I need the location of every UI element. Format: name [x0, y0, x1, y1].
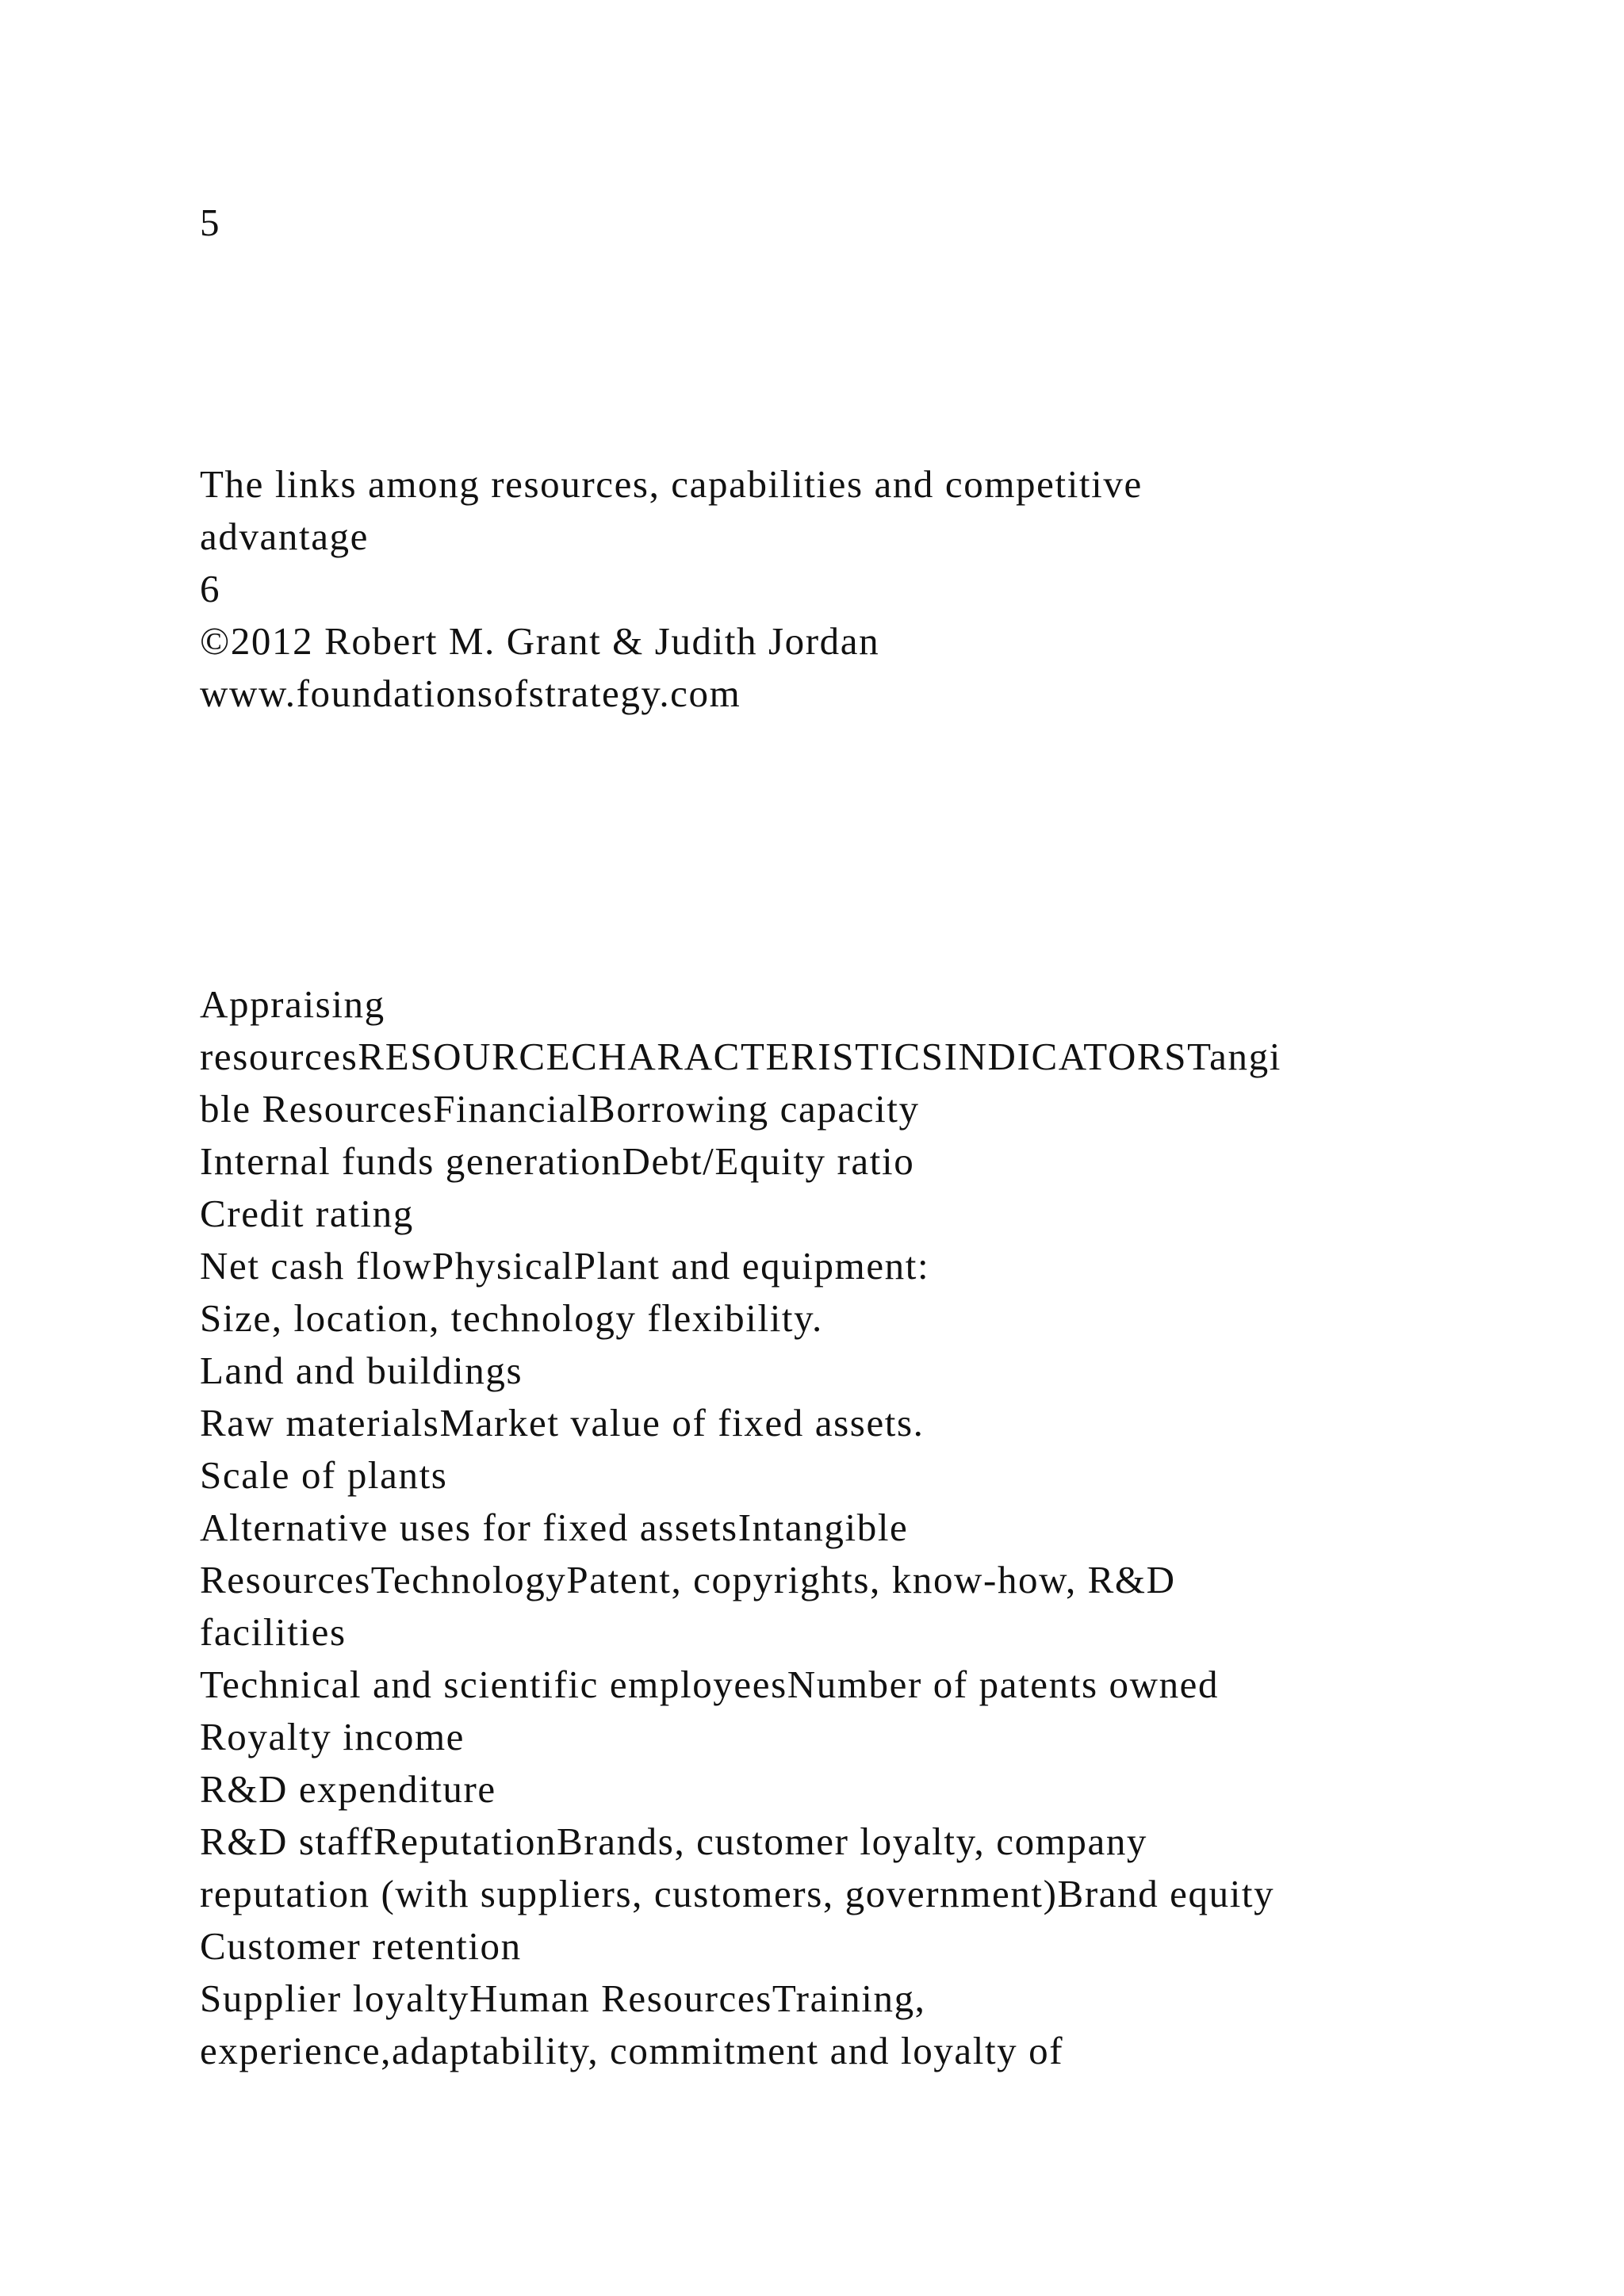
body-line: reputation (with suppliers, customers, government)Brand equity [200, 1872, 1275, 1915]
body-line: Size, location, technology flexibility. [200, 1296, 823, 1340]
body-line: Appraising [200, 982, 385, 1026]
slide-title-line-1: The links among resources, capabilities and competitive [200, 462, 1143, 506]
body-line: Technical and scientific employeesNumber of patents owned [200, 1663, 1220, 1706]
body-line: Internal funds generationDebt/Equity ratio [200, 1139, 915, 1183]
body-line: R&D expenditure [200, 1767, 496, 1811]
body-line: Raw materialsMarket value of fixed assets. [200, 1401, 925, 1445]
body-line: resourcesRESOURCECHARACTERISTICSINDICATORSTangi [200, 1035, 1281, 1078]
body-line: Alternative uses for fixed assetsIntangible [200, 1506, 909, 1549]
body-line: experience,adaptability, commitment and loyalty of [200, 2029, 1064, 2072]
body-line: Net cash flowPhysicalPlant and equipment: [200, 1244, 930, 1288]
website-line: www.foundationsofstrategy.com [200, 672, 741, 715]
body-line: facilities [200, 1610, 347, 1654]
slide-title-line-2: advantage [200, 515, 370, 558]
body-line: Supplier loyaltyHuman ResourcesTraining, [200, 1976, 926, 2020]
slide-number: 6 [200, 567, 221, 610]
body-line: Land and buildings [200, 1349, 523, 1392]
body-line: Royalty income [200, 1715, 465, 1758]
body-line: Credit rating [200, 1192, 414, 1235]
body-line: ResourcesTechnologyPatent, copyrights, know-how, R&D [200, 1558, 1176, 1601]
body-line: Scale of plants [200, 1453, 448, 1497]
body-line: R&D staffReputationBrands, customer loyalty, company [200, 1820, 1148, 1863]
copyright-line: ©2012 Robert M. Grant & Judith Jordan [200, 619, 880, 663]
body-line: Customer retention [200, 1924, 522, 1968]
page-number: 5 [200, 201, 221, 244]
body-line: ble ResourcesFinancialBorrowing capacity [200, 1087, 920, 1131]
